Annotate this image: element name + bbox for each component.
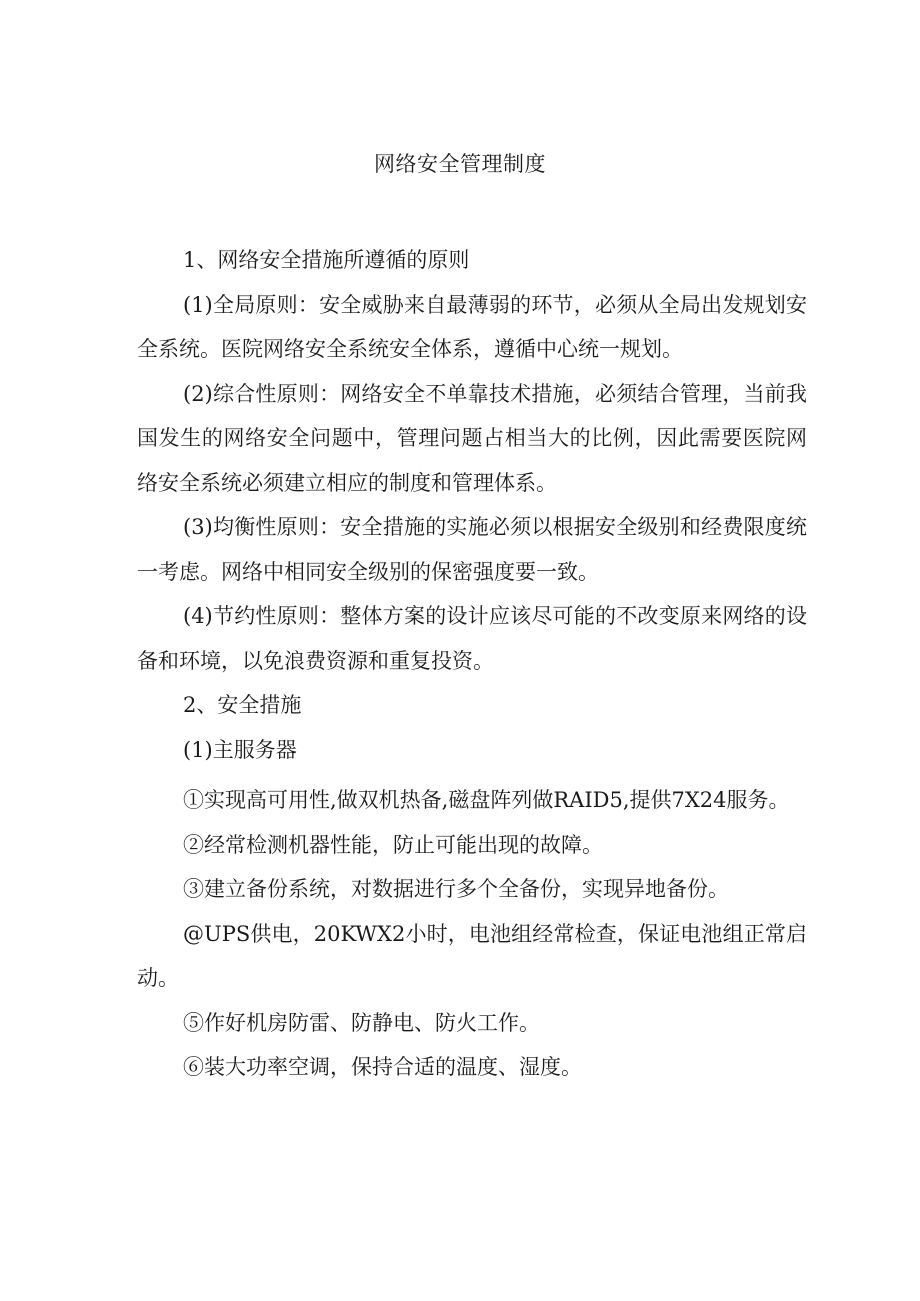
list-item-ups-power: @UPS供电，20KWX2小时，电池组经常检查，保证电池组正常启动。 [137, 921, 807, 990]
section-heading-measures: 2、安全措施 [183, 693, 302, 717]
list-item-air-conditioning: ⑥装大功率空调，保持合适的温度、湿度。 [183, 1055, 582, 1079]
paragraph-comprehensive-principle: (2)综合性原则：网络安全不单靠技术措施，必须结合管理，当前我国发生的网络安全问题中，管理问题占相当大的比例，因此需要医院网络安全系统必须建立相应的制度和管理体系。 [137, 381, 807, 495]
list-item-high-availability: ①实现高可用性,做双机热备,磁盘阵列做RAID5,提供7X24服务。 [183, 788, 790, 812]
paragraph-economy-principle: (4)节约性原则：整体方案的设计应该尽可能的不改变原来网络的设备和环境，以免浪费资源和重复投资。 [137, 604, 807, 673]
list-item-performance-check: ②经常检测机器性能，防止可能出现的故障。 [183, 832, 603, 857]
list-item-machine-room-protection: ⑤作好机房防雷、防静电、防火工作。 [183, 1010, 540, 1035]
section-heading-principles: 1、网络安全措施所遵循的原则 [183, 248, 470, 272]
document-body [137, 238, 807, 1090]
paragraph-global-principle: (1)全局原则：安全威胁来自最薄弱的环节，必须从全局出发规划安全系统。医院网络安全系统安全体系，遵循中心统一规划。 [137, 292, 807, 361]
paragraph-balance-principle: (3)均衡性原则：安全措施的实施必须以根据安全级别和经费限度统一考虑。网络中相同安全级别的保密强度要一致。 [137, 515, 807, 584]
subheading-main-server: (1)主服务器 [183, 737, 297, 762]
document-title: 网络安全管理制度 [374, 152, 546, 176]
list-item-backup-system: ③建立备份系统，对数据进行多个全备份，实现异地备份。 [183, 877, 729, 901]
